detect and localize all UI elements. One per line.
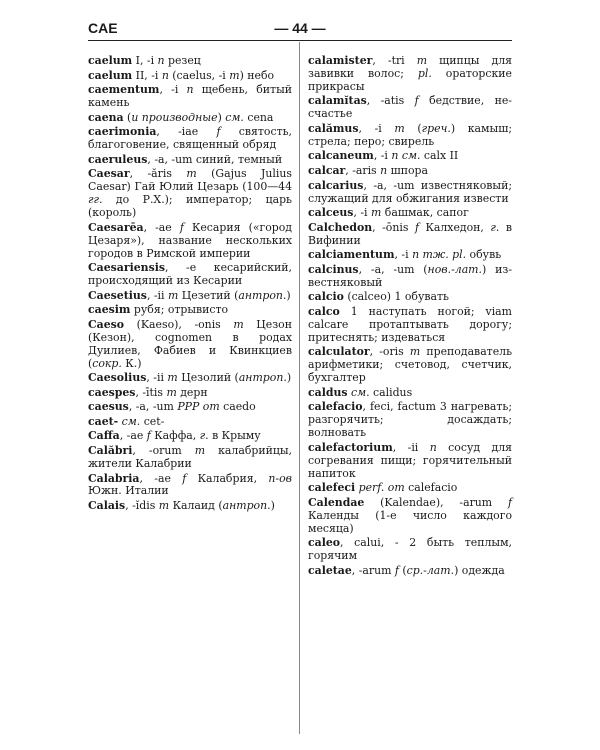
grammar-label: см. <box>121 414 141 428</box>
definition-text: ) <box>217 110 226 124</box>
definition-text: обувь <box>466 248 502 262</box>
definition-text: сосуд для согревания пищи; горячительный напиток <box>308 440 512 480</box>
definition-text: Калаид ( <box>169 499 223 513</box>
grammar-label: m <box>167 371 178 385</box>
dictionary-entry <box>308 442 512 481</box>
right-column <box>308 55 512 579</box>
grammar-label: антроп. <box>222 499 271 513</box>
definition-text: , calui, - 2 быть теплым, горячим <box>308 536 512 562</box>
dictionary-entry <box>308 123 512 149</box>
dictionary-entry <box>88 126 292 152</box>
grammar-label: n <box>391 149 399 163</box>
dictionary-entry <box>308 565 512 578</box>
definition-text: башмак, сапог <box>381 206 469 220</box>
grammar-label: m <box>194 444 206 458</box>
dictionary-entry <box>308 537 512 563</box>
grammar-label: f <box>414 220 419 234</box>
headword: Caffa <box>88 429 120 443</box>
dictionary-entry <box>88 154 292 167</box>
grammar-label: f <box>414 94 419 108</box>
grammar-label: m <box>371 206 382 220</box>
dictionary-entry <box>88 55 292 68</box>
headword: caesim <box>88 303 131 317</box>
grammar-label: антроп. <box>238 288 287 302</box>
dictionary-entry <box>88 290 292 303</box>
dictionary-entry <box>88 319 292 371</box>
definition-text: ) <box>270 499 275 513</box>
definition-text: Южн. Италии <box>88 484 169 498</box>
definition-text: , -arum <box>351 563 395 577</box>
definition-text: преподаватель арифметики; счетовод, счетчик, бухгалтер <box>308 345 512 385</box>
definition-text: , feci, factum 3 нагревать; разгорячить; досаждать; волновать <box>308 400 512 440</box>
headword: calămus <box>308 121 359 135</box>
definition-text: дерн <box>176 385 208 399</box>
headword: caelum <box>88 54 133 67</box>
definition-text: , -i <box>353 206 371 220</box>
grammar-label: m <box>416 54 428 67</box>
grammar-label: n тж. pl. <box>412 248 467 262</box>
headword: caerimonia <box>88 125 157 139</box>
definition-text: Цезетий ( <box>178 288 239 302</box>
headword: Calais <box>88 499 126 513</box>
grammar-label: m <box>394 121 405 135</box>
grammar-label: f <box>216 125 221 139</box>
headword: Calendae <box>308 495 365 509</box>
headword: calamĭtas <box>308 94 367 108</box>
definition-text: щебень, битый камень <box>88 83 292 110</box>
definition-text: cet- <box>140 414 165 428</box>
headword: calceus <box>308 206 354 220</box>
definition-text: I, -i <box>132 54 158 67</box>
definition-text: К.) <box>121 356 142 370</box>
grammar-label: см. <box>225 110 244 124</box>
grammar-label: см. <box>401 149 421 163</box>
dictionary-entry <box>88 430 292 443</box>
definition-text: до Р.Х.); император; царь (король) <box>88 193 292 220</box>
grammar-label: и производные <box>131 110 218 124</box>
dictionary-entry <box>88 500 292 513</box>
definition-text: Каффа, <box>150 429 200 443</box>
definition-text: Цезолий ( <box>177 371 239 385</box>
definition-text: , -i <box>394 248 413 262</box>
headword: caet- <box>88 414 119 428</box>
grammar-label: f <box>146 429 151 443</box>
definition-text: ( <box>404 121 422 135</box>
dictionary-entry <box>88 387 292 400</box>
dictionary-entry <box>88 262 292 288</box>
definition-text: , -iae <box>156 125 217 139</box>
dictionary-entry <box>308 387 512 400</box>
definition-text: calx II <box>420 149 459 163</box>
dictionary-entry <box>88 416 292 429</box>
definition-text: , -a, -um известняковый; служащий для обжигания извести <box>308 178 512 205</box>
grammar-label: pl. <box>417 66 432 80</box>
grammar-label: m <box>186 167 197 181</box>
grammar-label: сокр. <box>92 356 122 370</box>
headword: caesus <box>88 400 129 414</box>
page-number: — 44 — <box>274 20 326 36</box>
headword: Calchedon <box>308 220 373 234</box>
definition-text: Цезон (Кезон), cognomen в родах Дуилиев, Фабиев и Квинкциев ( <box>88 317 292 370</box>
dictionary-entry <box>88 112 292 125</box>
definition-text: Календы (1-е число каждого месяца) <box>308 508 512 535</box>
definition-text: щипцы для завивки волос; <box>308 54 512 80</box>
definition-text: , -i <box>159 83 187 97</box>
definition-text: ) одежда <box>454 563 505 577</box>
headword: Calabria <box>88 471 140 485</box>
headword: caelum <box>88 68 133 82</box>
headword: caementum <box>88 83 160 97</box>
headword: caleo <box>308 536 341 550</box>
dictionary-entry <box>88 372 292 385</box>
grammar-label: п-ов <box>268 471 292 485</box>
definition-text: , -ii <box>146 371 168 385</box>
headword: calcio <box>308 290 344 304</box>
dictionary-entry <box>88 473 292 499</box>
dictionary-entry <box>308 482 512 495</box>
dictionary-entry <box>308 222 512 248</box>
definition-text: , -tri <box>372 54 417 67</box>
definition-text: ( <box>123 110 132 124</box>
headword: calciamentum <box>308 248 395 262</box>
definition-text: бедствие, несчастье <box>308 94 512 121</box>
dictionary-entry <box>308 207 512 220</box>
definition-text: рубя; отрывисто <box>130 303 229 317</box>
dictionary-entry <box>88 70 292 83</box>
definition-text: , -ăris <box>129 167 187 181</box>
definition-text: ) камыш; стрела; перо; свирель <box>308 121 512 148</box>
dictionary-entry <box>88 445 292 471</box>
definition-text: в Вифинии <box>308 220 512 247</box>
definition-text: ) известняковый <box>308 262 512 289</box>
grammar-label: m <box>166 385 177 399</box>
headword: calcinus <box>308 262 359 276</box>
definition-text: caedo <box>219 400 256 414</box>
dictionary-entry <box>308 249 512 262</box>
definition-text: шпора <box>387 164 428 177</box>
definition-text: резец <box>164 54 201 67</box>
definition-text: II, -i <box>132 68 162 82</box>
dictionary-entry <box>308 55 512 94</box>
headword: Caesariensis <box>88 261 165 275</box>
grammar-label: гг. <box>88 193 103 207</box>
grammar-label: m <box>158 499 170 513</box>
definition-text: калабрийцы, жители Калабрии <box>88 444 293 470</box>
grammar-label: PPP от <box>177 400 220 414</box>
headword: caletae <box>308 563 352 577</box>
grammar-label: f <box>182 471 187 485</box>
headword: calcaneum <box>308 149 374 163</box>
definition-text: , -i <box>358 121 395 135</box>
dictionary-entry <box>88 401 292 414</box>
grammar-label: n <box>157 54 165 67</box>
headword: Caesolius <box>88 371 147 385</box>
guide-word: CAE <box>88 20 118 36</box>
grammar-label: г. <box>199 429 209 443</box>
dictionary-entry <box>308 180 512 206</box>
dictionary-entry <box>88 168 292 220</box>
headword: caespes <box>88 385 136 399</box>
definition-text: , -e кесарийский, происходящий из Кесарии <box>88 261 292 287</box>
dictionary-entry <box>308 306 512 345</box>
definition-text: , -aris <box>345 164 381 177</box>
definition-text: Калабрия, <box>186 471 269 485</box>
grammar-label: n <box>429 440 437 454</box>
dictionary-entry <box>308 95 512 121</box>
dictionary-entry <box>88 222 292 261</box>
headword: Caesarēa <box>88 220 144 234</box>
definition-text: ( <box>398 563 407 577</box>
definition-text: , -ae <box>143 220 180 234</box>
definition-text: (Kalendae), -arum <box>364 495 508 509</box>
grammar-label: m <box>409 345 421 359</box>
definition-text: , -orum <box>132 444 195 458</box>
definition-text: (caelus, -i <box>168 68 230 82</box>
headword: calcarius <box>308 178 364 192</box>
definition-text: (calceo) 1 обувать <box>343 290 449 304</box>
grammar-label: n <box>161 68 169 82</box>
headword: calco <box>308 304 340 318</box>
definition-text: святость, благоговение, священный обряд <box>88 125 292 152</box>
definition-text: , -ae <box>139 471 183 485</box>
definition-text: , -a, -um синий, темный <box>147 152 283 166</box>
dictionary-entry <box>308 291 512 304</box>
definition-text: , -a, -um <box>128 400 178 414</box>
definition-text: , -oris <box>369 345 410 359</box>
grammar-label: m <box>233 317 244 331</box>
definition-text: (Gajus Julius Caesar) Гай Юлий Цезарь (100—44 <box>88 167 292 194</box>
headword: Calăbri <box>88 444 133 458</box>
dictionary-entry <box>88 304 292 317</box>
definition-text: , -i <box>373 149 392 163</box>
grammar-label: ср.-лат. <box>406 563 455 577</box>
definition-text: Калхедон, <box>418 220 491 234</box>
dictionary-entry <box>308 346 512 385</box>
definition-text: ораторские прикрасы <box>308 66 512 93</box>
grammar-label: г. <box>490 220 500 234</box>
dictionary-entry <box>308 150 512 163</box>
headword: calculator <box>308 345 370 359</box>
page-header <box>88 18 512 41</box>
headword: calefacio <box>308 400 363 414</box>
headword: caena <box>88 110 124 124</box>
dictionary-entry <box>308 401 512 440</box>
definition-text: , -atis <box>366 94 415 108</box>
grammar-label: n <box>380 164 388 177</box>
headword: calamister <box>308 54 373 67</box>
grammar-label: см. <box>350 385 370 399</box>
definition-text: , -ae <box>119 429 147 443</box>
dictionary-entry <box>308 165 512 178</box>
definition-text: 1 наступать ногой; viam calcare протаптывать дорогу; притеснять; издеваться <box>308 304 512 344</box>
definition-text: (Kaeso), -onis <box>124 317 234 331</box>
headword: calcar <box>308 164 346 177</box>
grammar-label: n <box>186 83 194 97</box>
headword: Caeso <box>88 317 125 331</box>
headword: Caesetius <box>88 288 147 302</box>
definition-text: , -ītis <box>135 385 167 399</box>
headword: Caesar <box>88 167 130 181</box>
headword: calefeci <box>308 481 356 495</box>
grammar-label: греч. <box>421 121 451 135</box>
grammar-label: m <box>229 68 240 82</box>
column-divider <box>299 42 300 734</box>
grammar-label: perf. от <box>358 481 405 495</box>
grammar-label: нов.-лат. <box>427 262 482 276</box>
headword: caeruleus <box>88 152 148 166</box>
definition-text: , -ōnis <box>372 220 415 234</box>
headword: calefactorium <box>308 440 393 454</box>
definition-text: ) <box>286 288 291 302</box>
grammar-label: f <box>179 220 184 234</box>
definition-text: calidus <box>369 385 413 399</box>
dictionary-entry <box>308 264 512 290</box>
definition-text: , -ii <box>146 288 168 302</box>
definition-text: Кесария («город Цезаря»), название нескольких городов в Римской империи <box>88 220 292 260</box>
definition-text: , -ii <box>392 440 430 454</box>
definition-text: , -ĭdis <box>125 499 159 513</box>
definition-text: cena <box>243 110 274 124</box>
dictionary-entry <box>88 84 292 110</box>
definition-text: calefacio <box>404 481 458 495</box>
left-column <box>88 55 292 515</box>
definition-text: ) небо <box>239 68 275 82</box>
grammar-label: f <box>507 495 512 509</box>
grammar-label: m <box>167 288 179 302</box>
definition-text: ) <box>286 371 292 385</box>
definition-text: , -a, -um ( <box>358 262 428 276</box>
definition-text: в Крыму <box>208 429 261 443</box>
headword: caldus <box>308 385 348 399</box>
grammar-label: антроп. <box>238 371 287 385</box>
dictionary-entry <box>308 497 512 536</box>
grammar-label: f <box>394 563 399 577</box>
